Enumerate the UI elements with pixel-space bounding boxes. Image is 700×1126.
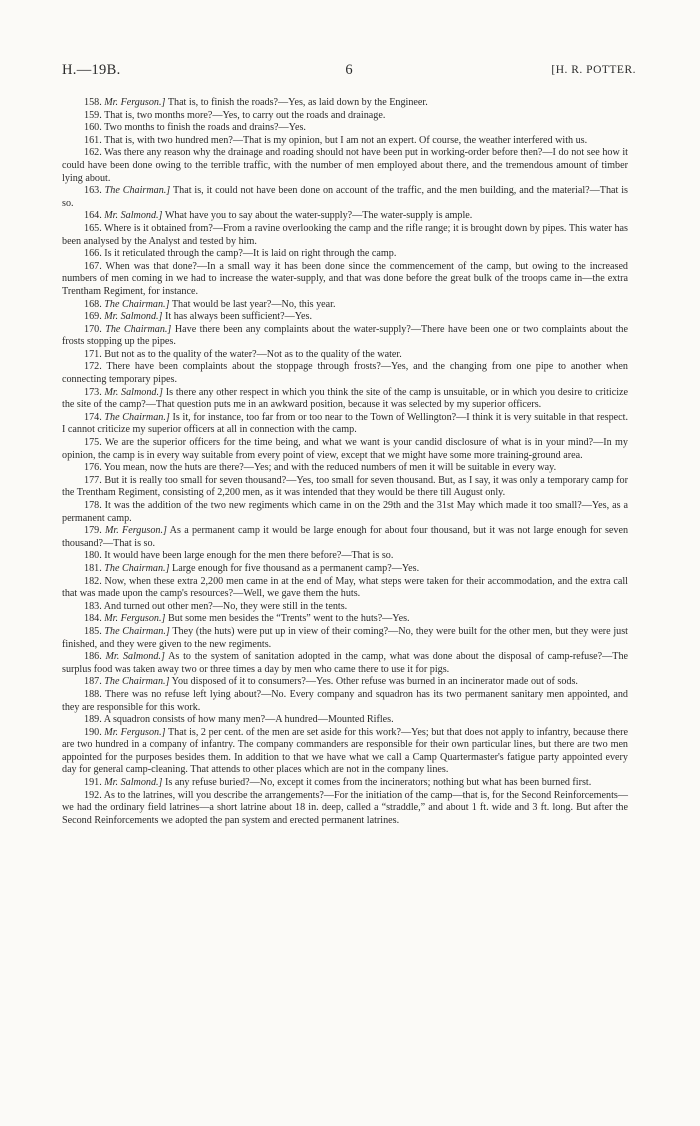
question-number: 181.: [84, 562, 102, 574]
question-paragraph: [62, 299, 628, 312]
speaker-name: The Chairman.]: [104, 185, 171, 197]
question-number: 163.: [84, 185, 102, 197]
speaker-name: Mr. Salmond.]: [104, 311, 163, 323]
question-text: Large enough for five thousand as a permanent camp?—Yes.: [169, 562, 420, 574]
question-number: 186.: [84, 651, 102, 663]
document-reference: H.—19B.: [62, 62, 121, 78]
question-text: Is it, for instance, too far from or too near to the Town of Wellington?—I think it is very suitable in that respect. I cannot criticize my superior officers at all in connection with the camp.: [62, 411, 629, 436]
question-number: 183.: [84, 600, 102, 612]
question-paragraph: [62, 576, 628, 601]
question-paragraph: [62, 613, 628, 626]
speaker-name: Mr. Ferguson.]: [105, 525, 167, 537]
question-paragraph: [62, 525, 628, 550]
question-paragraph: [62, 676, 628, 689]
question-text: It was the addition of the two new regiments which came in on the 29th and the 31st May which made it too small?—Yes, as a permanent camp.: [62, 500, 628, 524]
question-paragraph: [62, 361, 628, 386]
speaker-name: The Chairman.]: [104, 625, 170, 637]
question-number: 177.: [84, 474, 102, 486]
speaker-name: Mr. Salmond.]: [105, 651, 165, 663]
question-number: 169.: [84, 311, 102, 323]
question-number: 173.: [84, 386, 102, 398]
question-paragraph: [62, 97, 628, 110]
question-number: 159.: [84, 109, 102, 121]
speaker-name: Mr. Ferguson.]: [104, 97, 166, 108]
question-paragraph: [62, 714, 628, 727]
speaker-name: The Chairman.]: [104, 562, 170, 574]
question-number: 164.: [84, 210, 102, 222]
question-text: But some men besides the “Trents” went to the huts?—Yes.: [165, 613, 410, 625]
question-paragraph: [62, 475, 628, 500]
question-text: It has always been sufficient?—Yes.: [162, 311, 312, 323]
question-paragraph: [62, 261, 628, 299]
question-text: That is, it could not have been done on account of the traffic, and the men building, and the material?—That is so.: [62, 185, 628, 209]
question-text: There have been complaints about the stoppage through frosts?—Yes, and the changing from one pipe to another when connecting temporary pipes.: [62, 361, 628, 386]
question-text: It would have been large enough for the men there before?—That is so.: [101, 550, 394, 562]
speaker-name: The Chairman.]: [104, 676, 170, 688]
question-text: That is, with two hundred men?—That is my opinion, but I am not an expert. Of course, the weather interfered with us.: [101, 134, 588, 146]
question-number: 170.: [84, 323, 102, 335]
question-text: Two months to finish the roads and drains?—Yes.: [101, 122, 306, 134]
question-paragraph: [62, 550, 628, 563]
question-paragraph: [62, 311, 628, 324]
question-paragraph: [62, 185, 628, 210]
speaker-name: The Chairman.]: [104, 411, 170, 423]
question-number: 172.: [84, 361, 102, 373]
question-paragraph: [62, 110, 628, 123]
question-text: You disposed of it to consumers?—Yes. Other refuse was burned in an incinerator made out of sods.: [169, 676, 578, 688]
question-text: Was there any reason why the drainage and roading should not have been put in working-order before then?—I do not see how it could have been done owing to the terrible traffic, with the number of men employed about there, and the tremendous amount of timber lying about.: [62, 147, 628, 184]
question-number: 189.: [84, 714, 102, 726]
question-number: 158.: [84, 97, 102, 108]
question-paragraph: [62, 223, 628, 248]
question-number: 191.: [84, 777, 102, 789]
question-text: Where is it obtained from?—From a ravine overlooking the camp and the rifle range; it is brought down by pipes. This water has been analysed by the Analyst and tested by him.: [62, 222, 628, 247]
question-number: 167.: [84, 260, 102, 272]
question-number: 165.: [84, 222, 102, 234]
question-text: As to the system of sanitation adopted in the camp, what was done about the disposal of camp-refuse?—The surplus food was taken away two or three times a day by men who came there to use it for pigs.: [62, 651, 628, 675]
question-text: When was that done?—In a small way it has been done since the commencement of the camp, but owing to the increased numbers of men coming in we had to increase the water-supply, and that was done before the great bulk of the troops came in—the extra Trentham Regiment, for instance.: [62, 260, 628, 297]
question-number: 190.: [84, 726, 102, 738]
question-paragraph: [62, 122, 628, 135]
question-number: 182.: [84, 575, 102, 587]
question-number: 187.: [84, 676, 102, 688]
question-number: 179.: [84, 525, 102, 537]
question-text: As a permanent camp it would be large enough for about four thousand, but it was not large enough for seven thousand?—That is so.: [62, 525, 629, 549]
testimony-body: [62, 97, 628, 827]
speaker-name: Mr. Ferguson.]: [104, 726, 166, 738]
question-paragraph: [62, 412, 628, 437]
question-paragraph: [62, 349, 628, 362]
question-number: 171.: [84, 348, 102, 360]
question-number: 184.: [84, 613, 102, 625]
question-text: They (the huts) were put up in view of their coming?—No, they were built for the other men, but they were just finished, and they were given to the new regiments.: [62, 625, 628, 650]
question-paragraph: [62, 601, 628, 614]
question-text: Have there been any complaints about the water-supply?—There have been one or two complaints about the frosts stopping up the pipes.: [62, 323, 628, 348]
question-paragraph: [62, 135, 628, 148]
question-number: 188.: [84, 688, 102, 700]
question-text: Is there any other respect in which you think the site of the camp is unsuitable, or in which you desire to criticize the site of the camp?—That question puts me in an awkward position, because it was selected by my superior officers.: [62, 386, 628, 411]
question-text: There was no refuse left lying about?—No. Every company and squadron has its two permanent sanitary men appointed, and they are responsible for this work.: [62, 688, 628, 713]
question-text: And turned out other men?—No, they were still in the tents.: [101, 600, 348, 612]
page-number: 6: [345, 62, 353, 78]
page-header: [62, 62, 636, 82]
question-text: But not as to the quality of the water?—Not as to the quality of the water.: [101, 348, 402, 360]
witness-name: [H. R. POTTER.: [551, 64, 636, 76]
question-number: 174.: [84, 411, 102, 423]
question-text: You mean, now the huts are there?—Yes; and with the reduced numbers of men it will be suitable in every way.: [101, 462, 557, 474]
question-text: Is any refuse buried?—No, except it comes from the incinerators; nothing but what has been burned first.: [162, 777, 592, 789]
question-text: That is, to finish the roads?—Yes, as laid down by the Engineer.: [165, 97, 428, 108]
question-text: That would be last year?—No, this year.: [169, 298, 336, 310]
question-text: Now, when these extra 2,200 men came in at the end of May, what steps were taken for their accommodation, and the extra call that was made upon the camp's resources?—Well, we gave them the huts.: [62, 575, 628, 600]
question-text: Is it reticulated through the camp?—It is laid on right through the camp.: [101, 248, 397, 260]
question-paragraph: [62, 147, 628, 185]
question-number: 175.: [84, 437, 102, 449]
question-paragraph: [62, 462, 628, 475]
question-paragraph: [62, 651, 628, 676]
question-number: 161.: [84, 134, 102, 146]
question-number: 180.: [84, 550, 102, 562]
question-text: We are the superior officers for the time being, and what we want is your candid disclosure of what is in your mind?—In my opinion, the camp is in every way suitable from every point of view, except that we might have some more training-ground area.: [62, 437, 628, 461]
question-number: 160.: [84, 122, 102, 134]
question-number: 162.: [84, 147, 102, 159]
question-number: 192.: [84, 789, 102, 801]
question-text: What have you to say about the water-supply?—The water-supply is ample.: [162, 210, 473, 222]
question-paragraph: [62, 626, 628, 651]
question-text: As to the latrines, will you describe the arrangements?—For the initiation of the camp—that is, for the Second Reinforcements—we had the ordinary field latrines—a short latrine about 18 in. deep, called a “straddle,” and about 1 ft. wide and 3 ft. long. But after the Second Reinforcements we adopted the pan system and erected permanent latrines.: [62, 789, 628, 826]
question-number: 178.: [84, 500, 102, 511]
speaker-name: Mr. Ferguson.]: [104, 613, 166, 625]
speaker-name: Mr. Salmond.]: [104, 210, 163, 222]
question-paragraph: [62, 790, 628, 828]
question-text: That is, two months more?—Yes, to carry out the roads and drainage.: [101, 109, 386, 121]
question-text: A squadron consists of how many men?—A hundred—Mounted Rifles.: [101, 714, 394, 726]
question-paragraph: [62, 210, 628, 223]
question-text: That is, 2 per cent. of the men are set aside for this work?—Yes; but that does not apply to infantry, because there are two hundred in a company of infantry. The company commanders are responsible for their own particular lines, but there are two men appointed for the purposes besides them. In addition to that we have what we call a Camp Quartermaster's fatigue party appointed every day for general camp-cleaning. That attends to other places which are not in the company lines.: [62, 726, 628, 776]
question-paragraph: [62, 248, 628, 261]
question-paragraph: [62, 387, 628, 412]
question-number: 176.: [84, 462, 102, 474]
question-paragraph: [62, 437, 628, 462]
question-paragraph: [62, 500, 628, 525]
question-number: 168.: [84, 298, 102, 310]
speaker-name: Mr. Salmond.]: [104, 777, 163, 789]
question-number: 166.: [84, 248, 102, 260]
question-paragraph: [62, 563, 628, 576]
speaker-name: The Chairman.]: [104, 298, 170, 310]
question-paragraph: [62, 689, 628, 714]
speaker-name: The Chairman.]: [105, 323, 172, 335]
question-paragraph: [62, 324, 628, 349]
question-text: But it is really too small for seven thousand?—Yes, too small for seven thousand. But, as I say, it was only a temporary camp for the Trentham Regiment, consisting of 2,200 men, as it was intended that they would be there till August only.: [62, 474, 628, 499]
question-paragraph: [62, 777, 628, 790]
question-paragraph: [62, 727, 628, 777]
speaker-name: Mr. Salmond.]: [104, 386, 163, 398]
question-number: 185.: [84, 625, 102, 637]
